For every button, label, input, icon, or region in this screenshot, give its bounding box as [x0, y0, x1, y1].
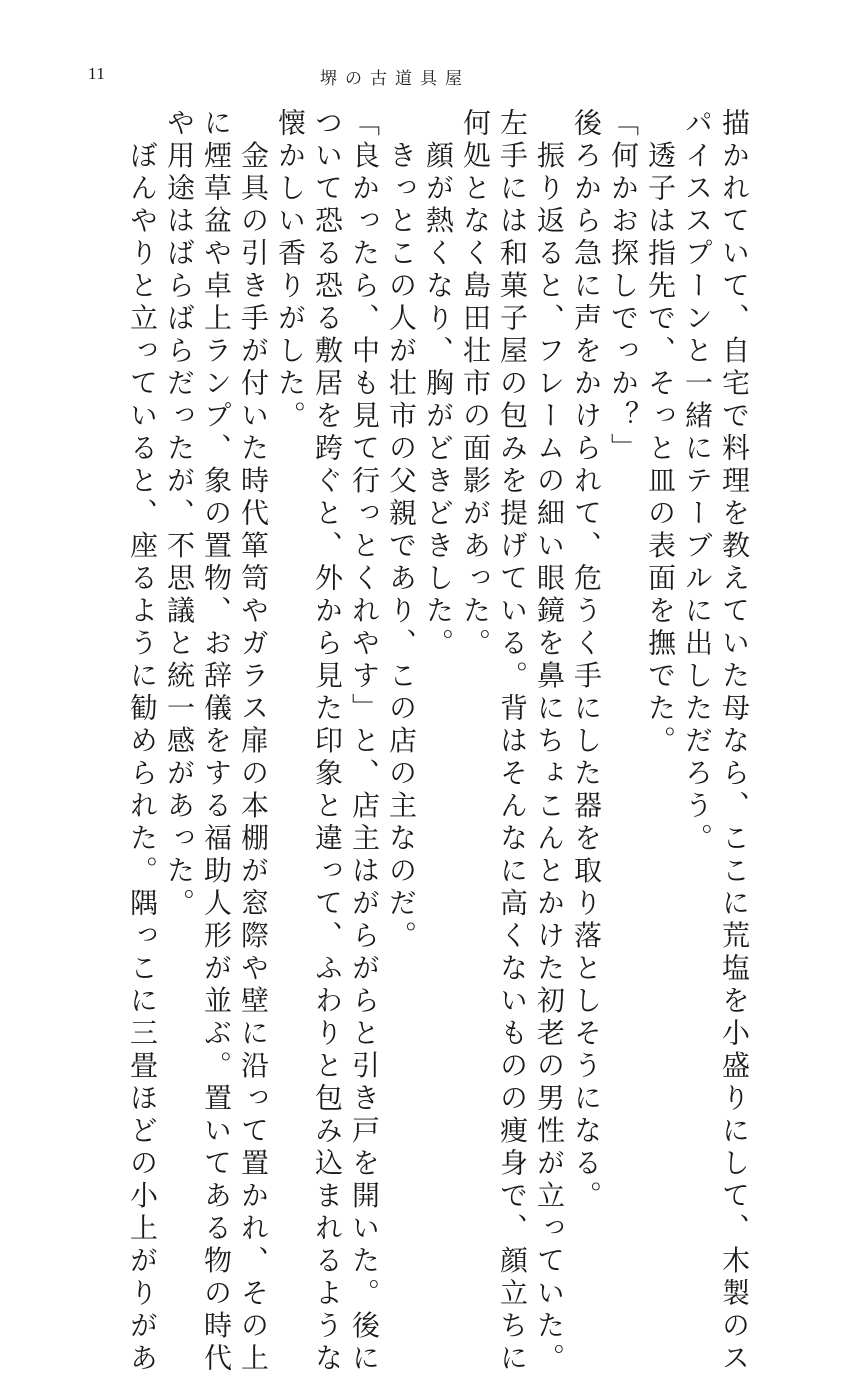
- text-line: に煙草盆や卓上ランプ、象の置物、お辞儀をする福助人形が並ぶ。置いてある物の時代: [200, 108, 233, 1376]
- text-line: 描かれていて、自宅で料理を教えていた母なら、ここに荒塩を小盛りにして、木製のス: [718, 108, 751, 1376]
- text-line: 懐かしい香りがした。: [274, 108, 307, 433]
- text-line: ぼんやりと立っていると、座るように勧められた。隅っこに三畳ほどの小上がりがあ: [126, 108, 159, 1376]
- text-line: 後ろから急に声をかけられて、危うく手にした器を取り落としそうになる。: [570, 108, 603, 1213]
- text-line: 透子は指先で、そっと皿の表面を撫でた。: [644, 108, 677, 758]
- text-line: ついて恐る恐る敷居を跨ぐと、外から見た印象と違って、ふわりと包み込まれるような: [311, 108, 344, 1376]
- text-line: 「良かったら、中も見て行っとくれやす」と、店主はがらがらと引き戸を開いた。後に: [348, 108, 381, 1376]
- text-line: 顔が熱くなり、胸がどきどきした。: [422, 108, 455, 661]
- vertical-text-body: [120, 108, 760, 1376]
- running-title: 堺の古道具屋: [320, 69, 470, 89]
- text-line: 「何かお探しでっか？」: [607, 108, 640, 466]
- text-line: 振り返ると、フレームの細い眼鏡を鼻にちょこんとかけた初老の男性が立っていた。: [533, 108, 566, 1376]
- text-line: パイススプーンと一緒にテーブルに出しただろう。: [681, 108, 714, 856]
- text-line: や用途はばらばらだったが、不思議と統一感があった。: [163, 108, 196, 921]
- text-line: 何処となく島田壮市の面影があった。: [459, 108, 492, 661]
- text-line: 左手には和菓子屋の包みを提げている。背はそんなに高くないものの痩身で、顔立ちに: [496, 108, 529, 1376]
- text-line: きっとこの人が壮市の父親であり、この店の主なのだ。: [385, 108, 418, 953]
- page-number: 11: [88, 64, 106, 83]
- text-line: 金具の引き手が付いた時代箪笥やガラス扉の本棚が窓際や壁に沿って置かれ、その上: [237, 108, 270, 1376]
